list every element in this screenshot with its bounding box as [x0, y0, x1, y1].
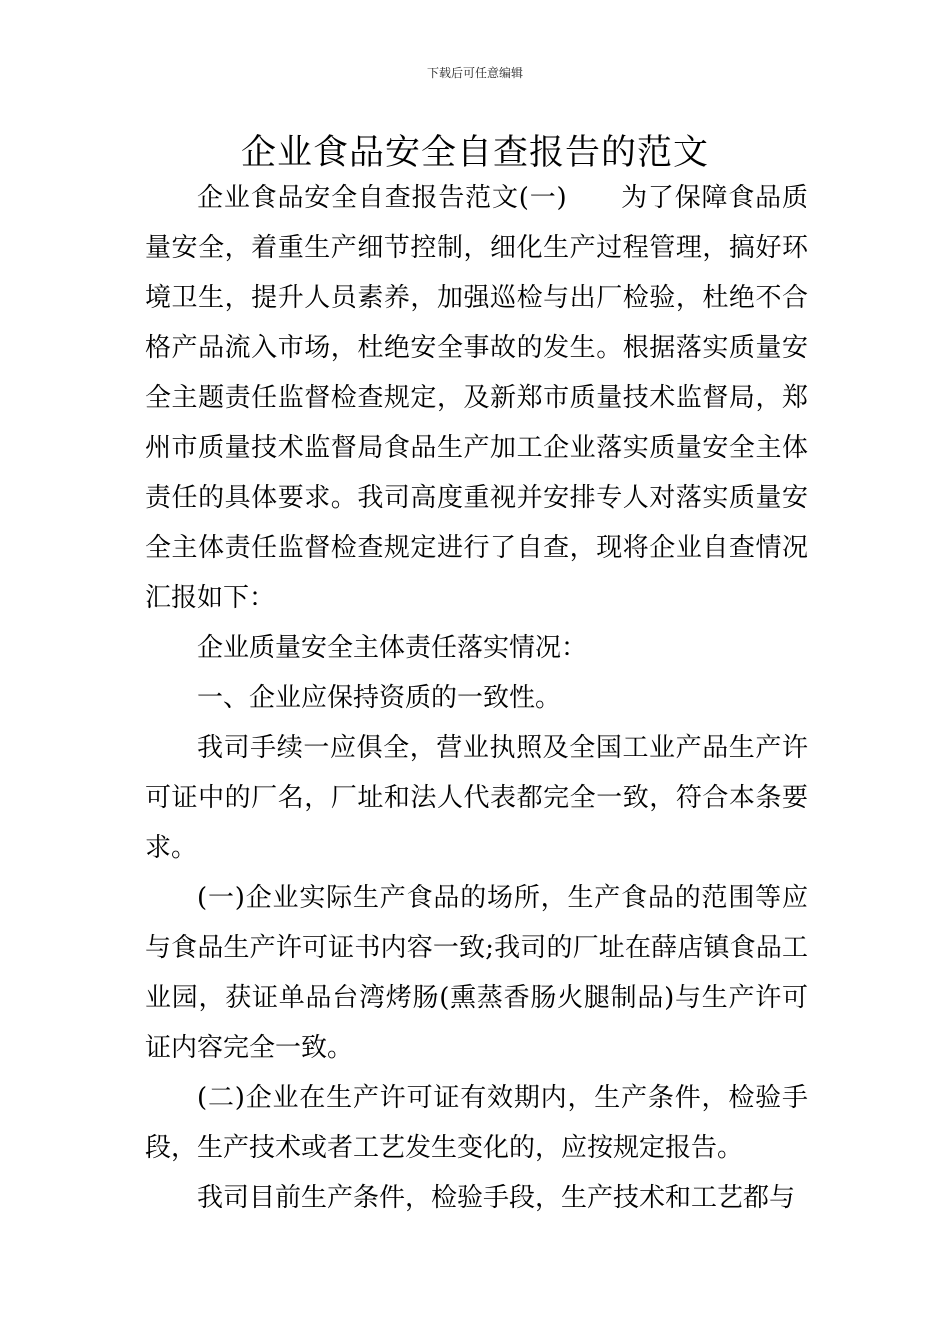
document-title: 企业食品安全自查报告的范文	[240, 133, 709, 173]
paragraph: 企业质量安全主体责任落实情况：	[197, 633, 588, 663]
paragraph: 我司目前生产条件，检验手段，生产技术和工艺都与	[197, 1183, 796, 1213]
document-body	[145, 173, 808, 1223]
paragraph: 企业食品安全自查报告范文(一) 为了保障食品质量安全，着重生产细节控制，细化生产过程管理，搞好环境卫生，提升人员素养，加强巡检与出厂检验，杜绝不合格产品流入市场，杜绝安全事故的发生。根据落实质量安全主题责任监督检查规定，及新郑市质量技术监督局，郑州市质量技术监督局食品生产加工企业落实质量安全主体责任的具体要求。我司高度重视并安排专人对落实质量安全主体责任监督检查规定进行了自查，现将企业自查情况汇报如下：	[145, 183, 808, 613]
paragraph: (一)企业实际生产食品的场所，生产食品的范围等应与食品生产许可证书内容一致;我司的厂址在薛店镇食品工业园，获证单品台湾烤肠(熏蒸香肠火腿制品)与生产许可证内容完全一致。	[145, 883, 808, 1063]
paragraph: 我司手续一应俱全，营业执照及全国工业产品生产许可证中的厂名，厂址和法人代表都完全一致，符合本条要求。	[145, 733, 808, 863]
header-note: 下载后可任意编辑	[426, 66, 523, 80]
paragraph: (二)企业在生产许可证有效期内，生产条件，检验手段，生产技术或者工艺发生变化的，应按规定报告。	[145, 1083, 808, 1163]
paragraph: 一、企业应保持资质的一致性。	[197, 683, 562, 713]
